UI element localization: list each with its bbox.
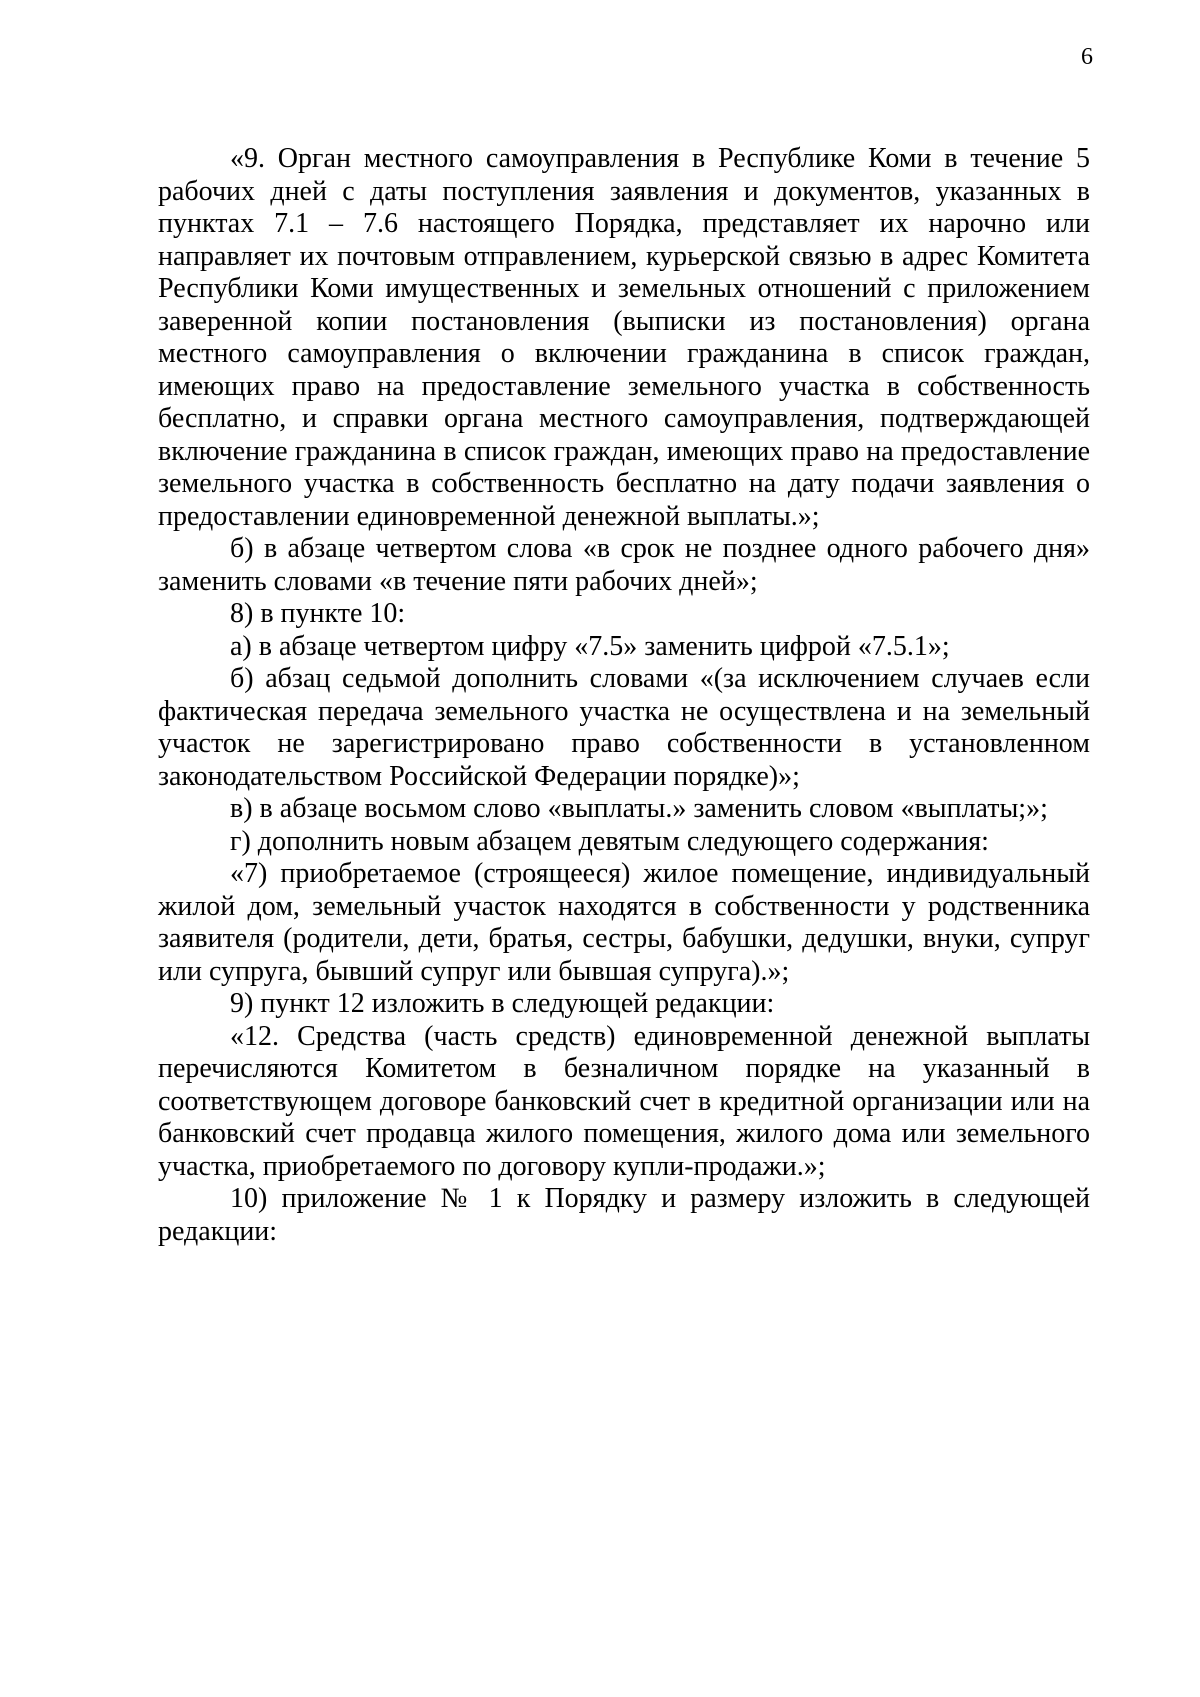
paragraph-item-8: 8) в пункте 10: (230, 598, 406, 629)
paragraph-subitem-v: в) в абзаце восьмом слово «выплаты.» заменить словом «выплаты;»; (230, 793, 1048, 824)
paragraph-subitem-b-seventh: б) абзац седьмой дополнить словами «(за исключением случаев если фактическая передача земельного участка не осуществлена и на земельный участок не зарегистрировано право собственности в установленном законодательством Российской Федерации порядке)»; (158, 663, 1090, 792)
paragraph-item-9-point-12: 9) пункт 12 изложить в следующей редакции: (230, 988, 775, 1019)
paragraph-item-10: 10) приложение № 1 к Порядку и размеру изложить в следующей редакции: (158, 1183, 1090, 1247)
paragraph-quote-12: «12. Средства (часть средств) единовременной денежной выплаты перечисляются Комитетом в безналичном порядке на указанный в соответствующем договоре банковский счет в кредитной организации или на банковский счет продавца жилого помещения, жилого дома или земельного участка, приобретаемого по договору купли-продажи.»; (158, 1020, 1090, 1182)
page-number: 6 (1081, 44, 1093, 70)
paragraph-quote-7: «7) приобретаемое (строящееся) жилое помещение, индивидуальный жилой дом, земельный участок находятся в собственности у родственника заявителя (родители, дети, братья, сестры, бабушки, дедушки, внуки, супруг или супруга, бывший супруг или бывшая супруга).»; (158, 858, 1090, 987)
paragraph-item-9: «9. Орган местного самоуправления в Республике Коми в течение 5 рабочих дней с даты поступления заявления и документов, указанных в пунктах 7.1 – 7.6 настоящего Порядка, представляет их нарочно или направляет их почтовым отправлением, курьерской связью в адрес Комитета Республики Коми имущественных и земельных отношений с приложением заверенной копии постановления (выписки из постановления) органа местного самоуправления о включении гражданина в список граждан, имеющих право на предоставление земельного участка в собственность бесплатно, и справки органа местного самоуправления, подтверждающей включение гражданина в список граждан, имеющих право на предоставление земельного участка в собственность бесплатно на дату подачи заявления о предоставлении единовременной денежной выплаты.»; (158, 143, 1090, 532)
paragraph-subitem-b-deadline: б) в абзаце четвертом слова «в срок не позднее одного рабочего дня» заменить словами «в течение пяти рабочих дней»; (158, 533, 1090, 597)
paragraph-subitem-g: г) дополнить новым абзацем девятым следующего содержания: (230, 825, 989, 857)
paragraph-subitem-a: а) в абзаце четвертом цифру «7.5» заменить цифрой «7.5.1»; (230, 630, 950, 662)
document-body (158, 143, 1090, 1248)
